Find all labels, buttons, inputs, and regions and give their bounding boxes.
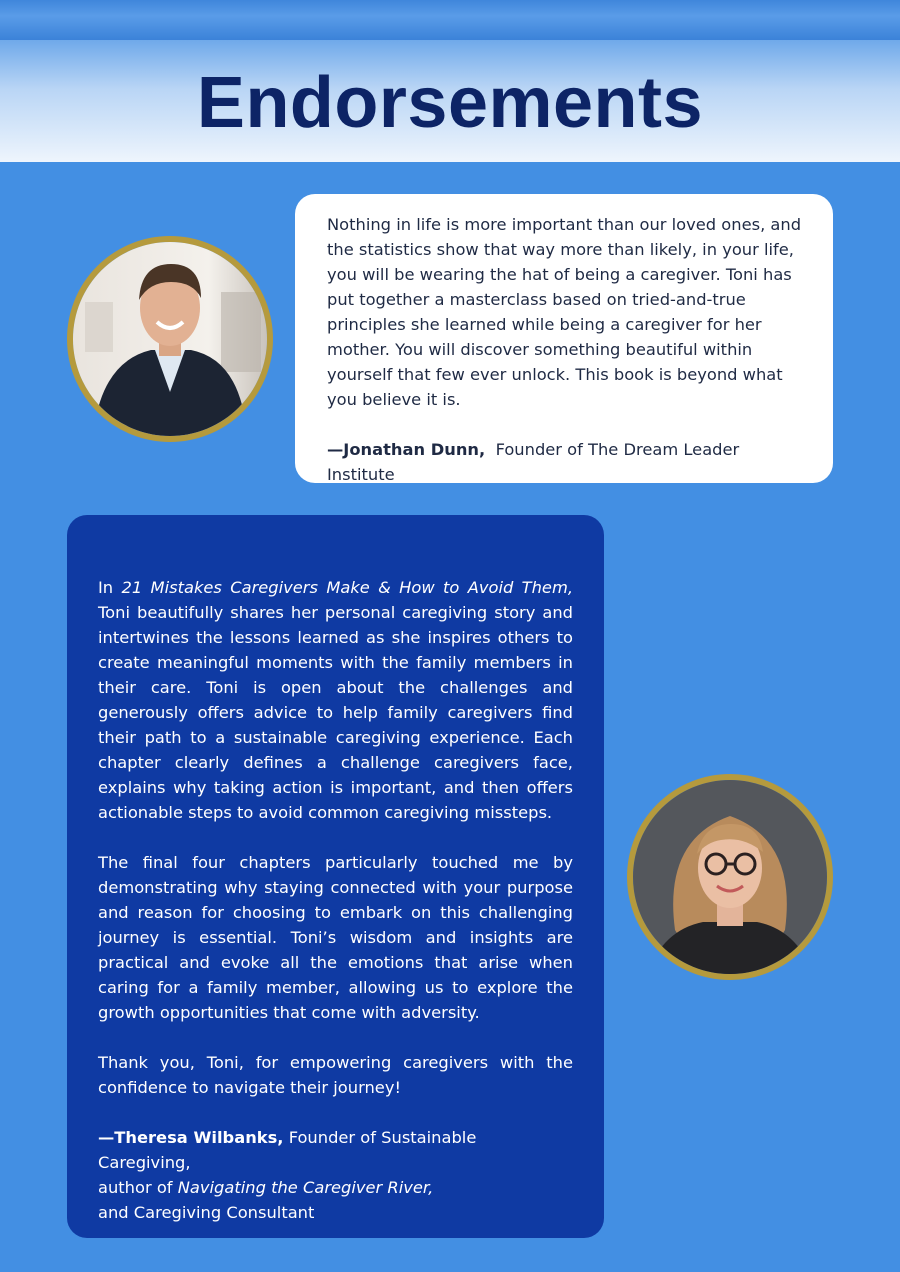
- page-title: Endorsements: [196, 63, 704, 143]
- endorser-name: —Jonathan Dunn,: [327, 440, 486, 459]
- endorsement-paragraph-2: The final four chapters particularly touched me by demonstrating why staying connected with your purpose and reason for choosing to embark on this challenging journey is essential. Toni’s wisdom and insights are practical and evoke all the emotions that arise when caring for a family member, allowing us to explore the growth opportunities that come with adversity.: [98, 853, 573, 1022]
- author-of-label: author of: [98, 1178, 173, 1197]
- endorser-name: —Theresa Wilbanks,: [98, 1128, 284, 1147]
- top-stripe: [0, 0, 900, 40]
- book-title: 21 Mistakes Caregivers Make & How to Avoid Them,: [121, 578, 573, 597]
- endorsement-card-jonathan-dunn: [295, 194, 833, 483]
- endorsement-attribution: [327, 437, 803, 487]
- paragraph-lead: In: [98, 578, 114, 597]
- endorser-role: Founder of Sustainable Caregiving,: [98, 1128, 477, 1172]
- endorsement-paragraph-1: [98, 575, 573, 825]
- endorsement-paragraph-3: Thank you, Toni, for empowering caregivers with the confidence to navigate their journey!: [98, 1053, 573, 1097]
- endorsement-card-theresa-wilbanks: [67, 515, 604, 1238]
- endorser-role: Founder of The Dream Leader Institute: [327, 440, 740, 484]
- endorsement-attribution: [98, 1125, 573, 1225]
- endorser-photo-theresa-wilbanks: [627, 774, 833, 980]
- endorser-role-2: and Caregiving Consultant: [98, 1203, 315, 1222]
- endorser-book-title: Navigating the Caregiver River,: [177, 1178, 434, 1197]
- endorser-photo-jonathan-dunn: [67, 236, 273, 442]
- endorsement-quote: Nothing in life is more important than our loved ones, and the statistics show that way more than likely, in your life, you will be wearing the hat of being a caregiver. Toni has put together a masterclass based on tried-and-true principles she learned while being a caregiver for her mother. You will discover something beautiful within yourself that few ever unlock. This book is beyond what you believe it is.: [327, 215, 802, 409]
- paragraph-body: Toni beautifully shares her personal caregiving story and intertwines the lessons learned as she inspires others to create meaningful moments with the family members in their care. Toni is open about the challenges and generously offers advice to help family caregivers find their path to a sustainable caregiving experience. Each chapter clearly defines a challenge caregivers face, explains why taking action is important, and then offers actionable steps to avoid common caregiving missteps.: [98, 603, 573, 822]
